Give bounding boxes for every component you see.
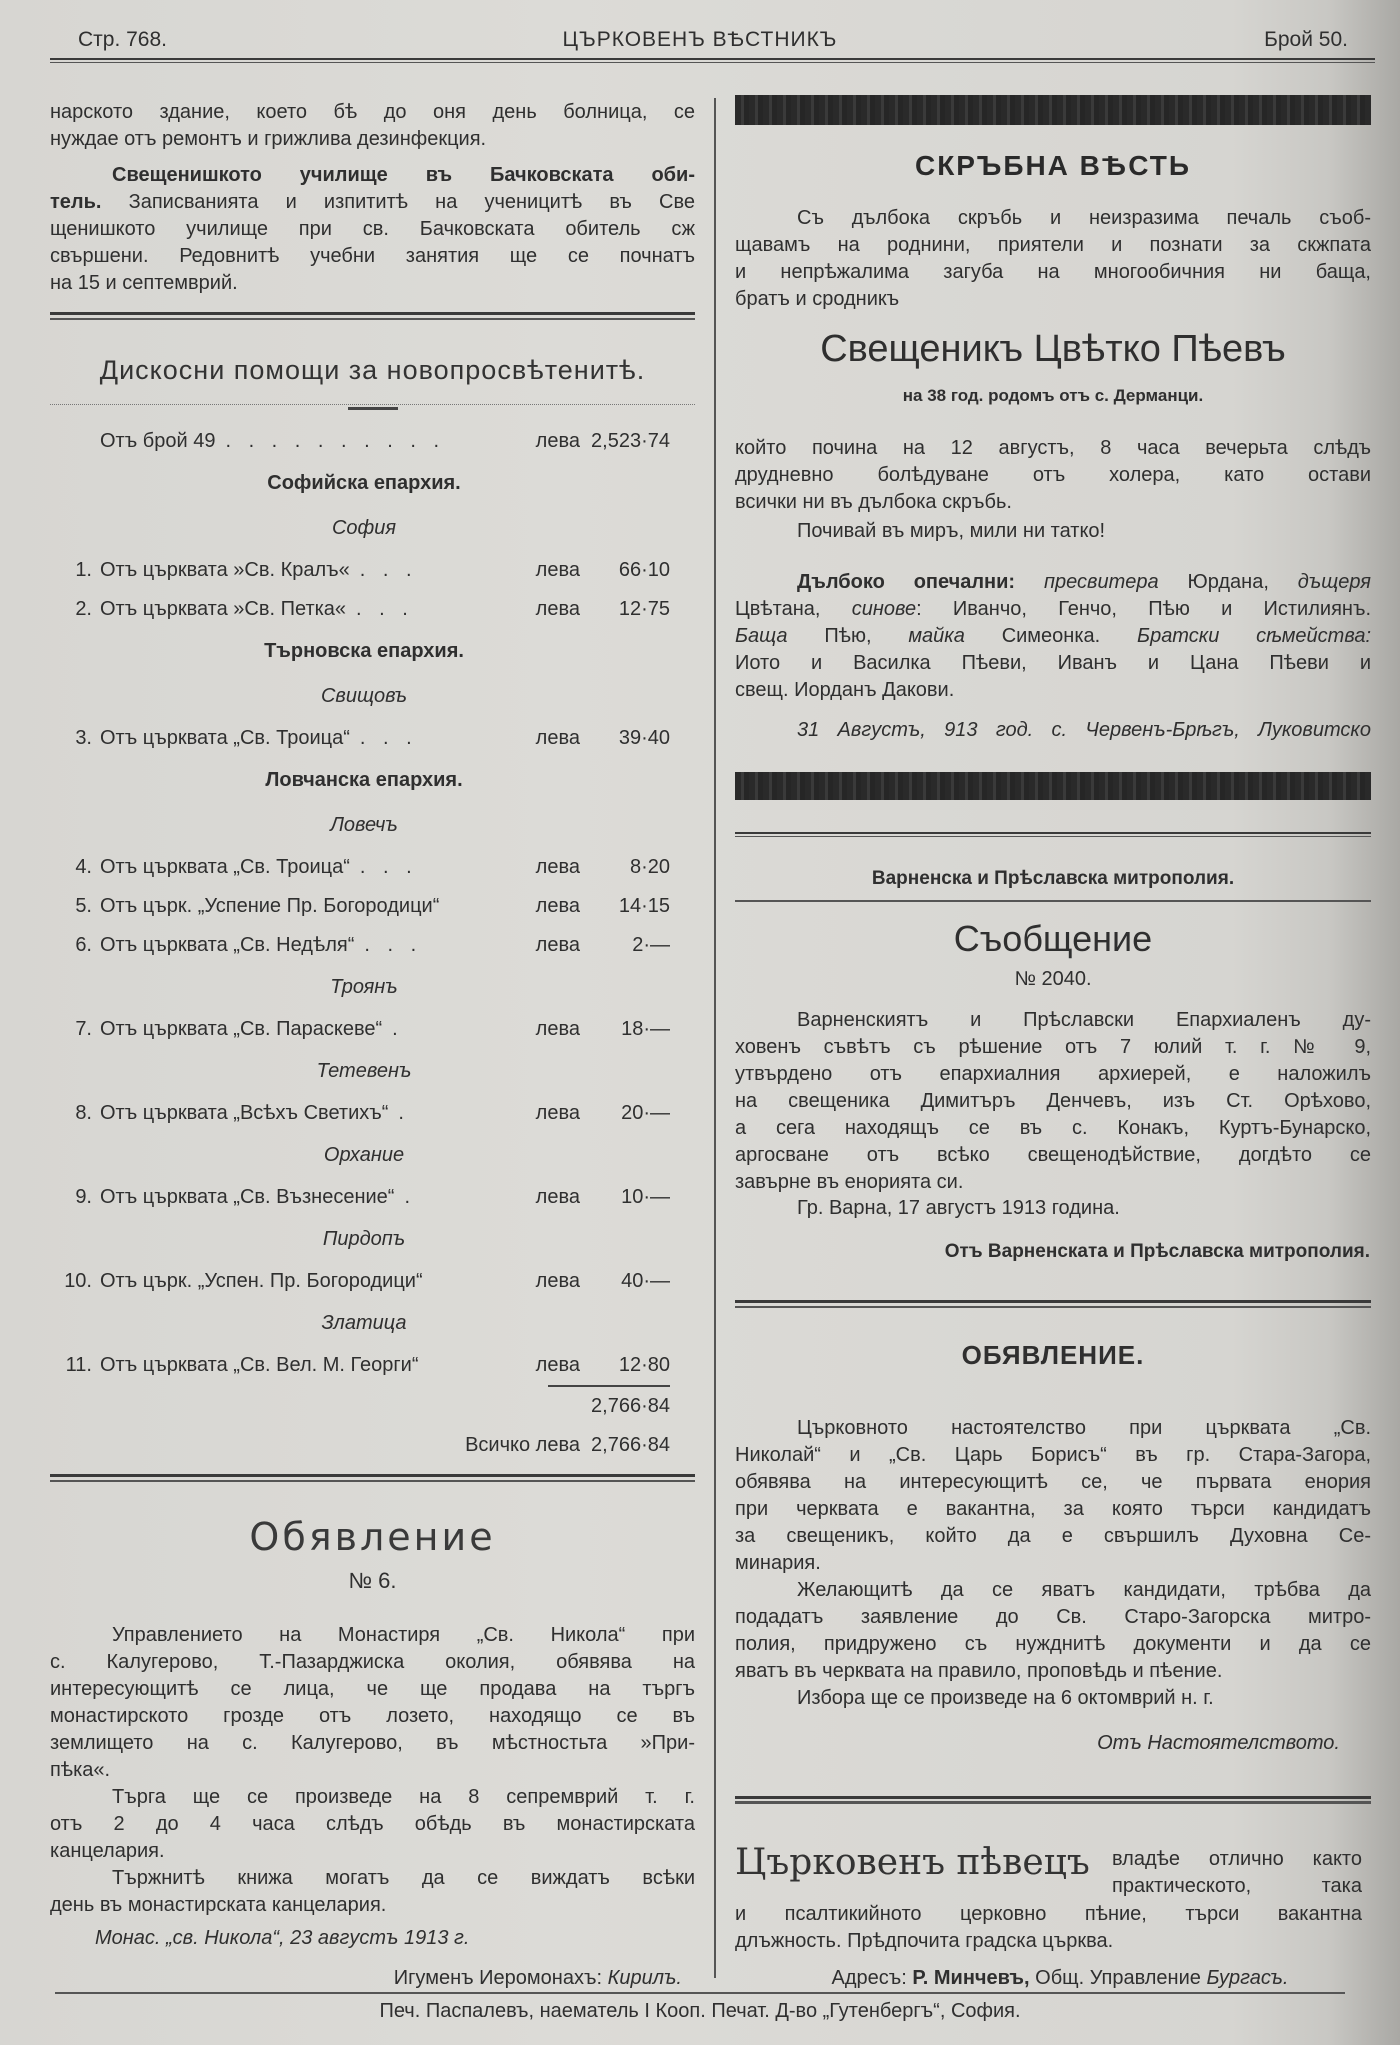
text-line: полия, придружено съ нужднитѣ документи и да се: [735, 1633, 1371, 1655]
text-line: щавамъ на роднини, приятели и познати за скжпата: [735, 234, 1371, 256]
text-line: отъ 2 до 4 часа слѣдъ обѣдь въ монастирската: [50, 1813, 695, 1835]
row-number: 6.: [75, 934, 92, 956]
communication-body: [735, 1007, 1371, 1196]
row-number: 3.: [75, 727, 92, 749]
notice-signature: Отъ Настоятелството.: [1097, 1732, 1340, 1754]
newspaper-title: ЦЪРКОВЕНЪ ВѢСТНИКЪ: [562, 28, 838, 51]
text-segment: тель.: [50, 191, 102, 213]
town-heading: София: [331, 517, 397, 539]
donation-row: [58, 1010, 670, 1049]
text-line: [50, 162, 695, 189]
singer-ad-title: Църковенъ пѣвецъ: [735, 1842, 1090, 1883]
row-number: 5.: [75, 895, 92, 917]
text-segment: пресвитера: [1015, 571, 1159, 593]
donation-row: [58, 1094, 670, 1133]
row-number: 1.: [75, 559, 92, 581]
metropolis-heading: Варненска и Прѣславска митрополия.: [871, 868, 1235, 889]
singer-ad-body: [735, 1901, 1362, 1955]
text-line: длъжность. Прѣдпочита градска църква.: [735, 1930, 1114, 1952]
donation-row: [58, 551, 670, 590]
text-line: практическото, така: [1112, 1875, 1362, 1897]
text-line: Варненскиятъ и Прѣславски Епархиаленъ ду-: [797, 1009, 1371, 1031]
total-row: [58, 1426, 670, 1465]
section-rule: [735, 1300, 1371, 1308]
amount: 2,523·74: [591, 430, 670, 452]
currency: лева: [535, 598, 580, 620]
amount: 10·—: [621, 1186, 670, 1208]
singer-address: [760, 1967, 1360, 1990]
text-line: подадатъ заявление до Св. Старо-Загорска митро-: [735, 1606, 1371, 1628]
obituary-date: 31 Августъ, 913 год. с. Червенъ-Брѣгъ, Луковитско: [797, 719, 1371, 741]
text-line: канцелария.: [50, 1840, 165, 1862]
communication-number: № 2040.: [1014, 968, 1092, 990]
text-line: Тържнитѣ книжа могатъ да се виждатъ всѣки: [112, 1867, 695, 1889]
row-source: Отъ църквата „Св. Троица“: [100, 727, 350, 749]
amount: 18·—: [621, 1018, 670, 1040]
row-number: 4.: [75, 856, 92, 878]
header-rule: [50, 58, 1375, 63]
paragraph: [735, 1577, 1371, 1685]
amount: 39·40: [618, 727, 670, 749]
section-rule: [50, 1474, 695, 1482]
currency: лева: [535, 856, 580, 878]
text-segment: Свещенишкото училище въ Бачковската оби-: [112, 164, 695, 186]
notice-title: ОБЯВЛЕНИЕ.: [961, 1340, 1145, 1370]
announcement-signature: [394, 1967, 682, 1990]
currency: лева: [535, 934, 580, 956]
row-source: Отъ църквата „Св. Троица“: [100, 856, 350, 878]
communication-signature: Отъ Варненската и Прѣславска митрополия.: [944, 1241, 1370, 1262]
amount: 14·15: [618, 895, 670, 917]
town-heading: Троянъ: [330, 976, 398, 998]
paragraph: [735, 1685, 1371, 1712]
ornament: [348, 407, 398, 410]
text-line: день въ монастирската канцелария.: [50, 1894, 387, 1916]
text-line: [50, 189, 695, 216]
row-source: Отъ църк. „Успение Пр. Богородици“: [100, 895, 440, 917]
leader-dots: . . . . . . . . . .: [225, 430, 446, 452]
address-label: Адресъ:: [831, 1967, 913, 1989]
text-line: и псалтикийното церковно пѣние, търси вакантна: [735, 1903, 1362, 1925]
text-line: утвърдено отъ епархиалния архиерей, е наложилъ: [735, 1063, 1371, 1085]
text-line: свещ. Иорданъ Дакови.: [735, 679, 955, 701]
text-line: яватъ въ черквата на правило, проповѣдь и пѣение.: [735, 1660, 1223, 1682]
text-segment: Юрдана,: [1158, 571, 1298, 593]
mourning-bar: [735, 772, 1371, 800]
currency: лева: [535, 559, 580, 581]
text-line: и непрѣжалима загуба на многообичния ни баща,: [735, 261, 1371, 283]
paragraph: [50, 1622, 695, 1784]
paragraph: [50, 1865, 695, 1919]
currency: лева: [535, 1186, 580, 1208]
currency: лева: [535, 727, 580, 749]
text-segment: майка: [908, 625, 965, 647]
row-source: Отъ брой 49: [100, 430, 216, 452]
printer-imprint: Печ. Паспалевъ, наематель I Кооп. Печат. Д-во „Гутенбергъ“, София.: [379, 2000, 1021, 2022]
text-line: с. Калугерово, Т.-Пазарджиска околия, обявява на: [50, 1651, 695, 1673]
section-rule: [50, 312, 695, 320]
row-number: 2.: [75, 598, 92, 620]
row-source: Отъ църквата „Св. Параскеве“: [100, 1018, 383, 1040]
donation-row: [58, 848, 670, 887]
text-line: интересующитѣ се лица, че ще продава на търгъ: [50, 1678, 695, 1700]
deceased-subtitle: на 38 год. родомъ отъ с. Дерманци.: [902, 386, 1204, 405]
amount: 12·80: [618, 1354, 670, 1376]
amount: 20·—: [621, 1102, 670, 1124]
diocese-heading: Софийска епархия.: [267, 472, 461, 494]
text-line: [735, 623, 1371, 650]
text-segment: Дълбоко опечални:: [797, 571, 1016, 593]
text-line: [735, 596, 1371, 623]
row-source: Отъ църквата »Св. Кралъ«: [100, 559, 350, 581]
text-line: Иото и Василка Пѣеви, Иванъ и Цана Пѣеви и: [735, 652, 1371, 674]
leader-dots: . . .: [359, 856, 418, 878]
signature-title: Игуменъ Иеромонахъ:: [393, 1967, 603, 1989]
communication-place: Гр. Варна, 17 августъ 1913 година.: [797, 1197, 1120, 1219]
text-line: на свещеника Димитъръ Денчевъ, изъ Ст. Орѣхово,: [735, 1090, 1371, 1112]
amount: 40·—: [621, 1270, 670, 1292]
leader-dots: . . .: [359, 559, 418, 581]
diocese-heading: Ловчанска епархия.: [265, 769, 463, 791]
text-line: свършени. Редовнитѣ учебни занятия ще се почнатъ: [50, 245, 695, 267]
text-line: владѣе отлично както: [1112, 1848, 1362, 1870]
text-line: Николай“ и „Св. Царь Борисъ“ въ гр. Стара-Загора,: [735, 1444, 1371, 1466]
text-line: аргосване отъ всѣко свещенодѣйствие, догдѣто се: [735, 1144, 1371, 1166]
text-line: нуждае отъ ремонтъ и грижлива дезинфекция.: [50, 128, 487, 150]
donations-title: Дискосни помощи за новопросвѣтенитѣ.: [99, 355, 646, 385]
donation-row: [58, 887, 670, 926]
text-segment: синове: [851, 598, 917, 620]
text-segment: Баща: [735, 625, 788, 647]
currency: лева: [535, 1354, 580, 1376]
address-office: Общ. Управление: [1029, 1967, 1207, 1989]
section-rule: [735, 900, 1371, 902]
currency: лева: [535, 1102, 580, 1124]
subtotal-row: [548, 1385, 670, 1426]
amount: 2,766·84: [591, 1395, 670, 1417]
row-number: 10.: [64, 1270, 92, 1292]
amount: 2·—: [632, 934, 670, 956]
text-line: друдневно болѣдуване отъ холера, като остави: [735, 464, 1371, 486]
text-line: всички ни въ дълбока скръбь.: [735, 491, 1012, 513]
text-segment: дъщеря: [1297, 571, 1371, 593]
row-source: Отъ църквата »Св. Петка«: [100, 598, 347, 620]
intro-paragraph: [50, 99, 695, 153]
paragraph: [735, 1415, 1371, 1577]
text-line: братъ и сродникъ: [735, 288, 900, 310]
currency: Всичко лева: [465, 1434, 580, 1456]
donation-row: [58, 1178, 670, 1217]
communication-lines: [735, 1007, 1371, 1196]
signature-name: Кирилъ.: [607, 1967, 682, 1989]
obituary-death: [735, 435, 1371, 516]
text-line: нарското здание, което бѣ до оня день болница, се: [50, 101, 695, 123]
town-heading: Свищовъ: [320, 685, 408, 707]
town-heading: Златица: [321, 1312, 407, 1334]
text-segment: Братски сѣмейства:: [1137, 625, 1372, 647]
school-news-paragraph: [50, 162, 695, 297]
leader-dots: .: [398, 1102, 410, 1124]
text-line: Желающитѣ да се яватъ кандидати, трѣбва да: [797, 1579, 1371, 1601]
page-number: Стр. 768.: [78, 28, 168, 51]
donation-row: [58, 926, 670, 965]
leader-dots: . . .: [356, 598, 414, 620]
text-segment: Пѣю,: [787, 625, 909, 647]
row-source: Отъ църквата „Всѣхъ Светихъ“: [100, 1102, 389, 1124]
row-number: 7.: [75, 1018, 92, 1040]
text-line: [735, 569, 1371, 596]
leader-dots: .: [392, 1018, 404, 1040]
address-city: Бургасъ.: [1206, 1967, 1289, 1989]
text-line: минария.: [735, 1552, 821, 1574]
row-source: Отъ църквата „Св. Недѣля“: [100, 934, 355, 956]
town-heading: Орхание: [323, 1144, 405, 1166]
amount: 2,766·84: [591, 1434, 670, 1456]
singer-ad-side: [1112, 1846, 1362, 1900]
notice-body: [735, 1415, 1371, 1712]
text-line: ховенъ съвѣтъ съ рѣшение отъ 7 юлий т. г. № 9,: [735, 1036, 1371, 1058]
currency: лева: [535, 895, 580, 917]
title-underline: [50, 404, 695, 405]
currency: лева: [535, 1270, 580, 1292]
leader-dots: . . .: [359, 727, 418, 749]
town-heading: Ловечъ: [330, 814, 398, 836]
text-line: завърне въ енорията си.: [735, 1171, 964, 1193]
paragraph: [50, 1784, 695, 1865]
donation-row: [58, 719, 670, 758]
text-line: Църковното настоятелство при църквата „Св.: [797, 1417, 1371, 1439]
donation-row: [58, 590, 670, 629]
section-rule: [735, 832, 1371, 837]
row-number: 11.: [65, 1354, 92, 1376]
announcement-date: Монас. „св. Никола“, 23 августъ 1913 г.: [95, 1927, 470, 1949]
donations-list: [58, 422, 670, 1465]
deceased-name: Свещеникъ Цвѣтко Пѣевъ: [820, 328, 1286, 370]
mourning-bar: [735, 95, 1371, 125]
row-number: 8.: [75, 1102, 92, 1124]
left-column: [50, 99, 695, 297]
text-line: а сега находящъ се въ с. Конакъ, Куртъ-Бунарско,: [735, 1117, 1371, 1139]
obituary-title: СКРЪБНА ВѢСТЬ: [915, 150, 1191, 181]
text-segment: Симеонка.: [964, 625, 1138, 647]
text-line: на 15 и септемврий.: [50, 272, 238, 294]
row-number: 9.: [75, 1186, 92, 1208]
text-line: Избора ще се произведе на 6 октомврий н. г.: [797, 1687, 1214, 1709]
obituary-intro-lines: [735, 205, 1371, 313]
address-name: Р. Минчевъ,: [912, 1967, 1030, 1989]
text-segment: Записванията и изпититѣ на ученицитѣ въ Све: [101, 191, 695, 213]
mourners-lines: [735, 569, 1371, 704]
section-rule: [735, 1796, 1371, 1804]
singer-lines: [735, 1901, 1362, 1955]
text-segment: : Иванчо, Генчо, Пѣю и Истилиянъ.: [916, 598, 1371, 620]
death-lines: [735, 435, 1371, 516]
currency: лева: [535, 1018, 580, 1040]
row-source: Отъ църк. „Успен. Пр. Богородици“: [100, 1270, 423, 1292]
text-line: землището на с. Калугерово, въ мѣстностьта »При-: [50, 1732, 695, 1754]
town-heading: Тетевенъ: [316, 1060, 412, 1082]
text-line: при черквата е вакантна, за която търси кандидатъ: [735, 1498, 1371, 1520]
amount: 66·10: [618, 559, 670, 581]
amount: 12·75: [618, 598, 670, 620]
row-source: Отъ църквата „Св. Възнесение“: [100, 1186, 395, 1208]
leader-dots: . . .: [364, 934, 423, 956]
announcement-body: [50, 1622, 695, 1919]
text-line: Съ дълбока скръбь и неизразима печаль съоб-: [797, 207, 1371, 229]
singer-side-lines: [1112, 1846, 1362, 1900]
currency: лева: [535, 430, 580, 452]
announcement-number: № 6.: [348, 1568, 397, 1593]
farewell-line: Почивай въ миръ, мили ни татко!: [797, 520, 1106, 542]
town-heading: Пирдопъ: [322, 1228, 406, 1250]
donation-row: [58, 422, 670, 461]
text-line: Търга ще се произведе на 8 сепремврий т. г.: [112, 1786, 695, 1808]
text-line: монастирското грозде отъ лозето, находящо се въ: [50, 1705, 695, 1727]
row-source: Отъ църквата „Св. Вел. М. Георги“: [100, 1354, 419, 1376]
leader-dots: .: [404, 1186, 417, 1208]
text-segment: Цвѣтана,: [735, 598, 852, 620]
text-line: пѣка«.: [50, 1759, 111, 1781]
issue-number: Брой 50.: [1264, 28, 1348, 51]
donation-row: [58, 1262, 670, 1301]
communication-title: Съобщение: [953, 918, 1153, 959]
announcement-title: Обявление: [249, 1515, 496, 1559]
obituary-intro: [735, 205, 1371, 313]
diocese-heading: Търновска епархия.: [264, 640, 464, 662]
footer-rule: [55, 1992, 1345, 1994]
column-divider: [714, 98, 716, 1978]
amount: 8·20: [629, 856, 670, 878]
mourners: [735, 569, 1371, 704]
text-line: щенишкото училище при св. Бачковската обитель сж: [50, 218, 695, 240]
text-line: обявява на интересующитѣ се, че първата енория: [735, 1471, 1371, 1493]
text-line: Управлението на Монастиря „Св. Никола“ при: [112, 1624, 695, 1646]
text-line: който почина на 12 августъ, 8 часа вечерьта слѣдъ: [735, 437, 1371, 459]
text-line: за свещеникъ, който да е свършилъ Духовна Се-: [735, 1525, 1371, 1547]
donation-row: [58, 1346, 670, 1385]
